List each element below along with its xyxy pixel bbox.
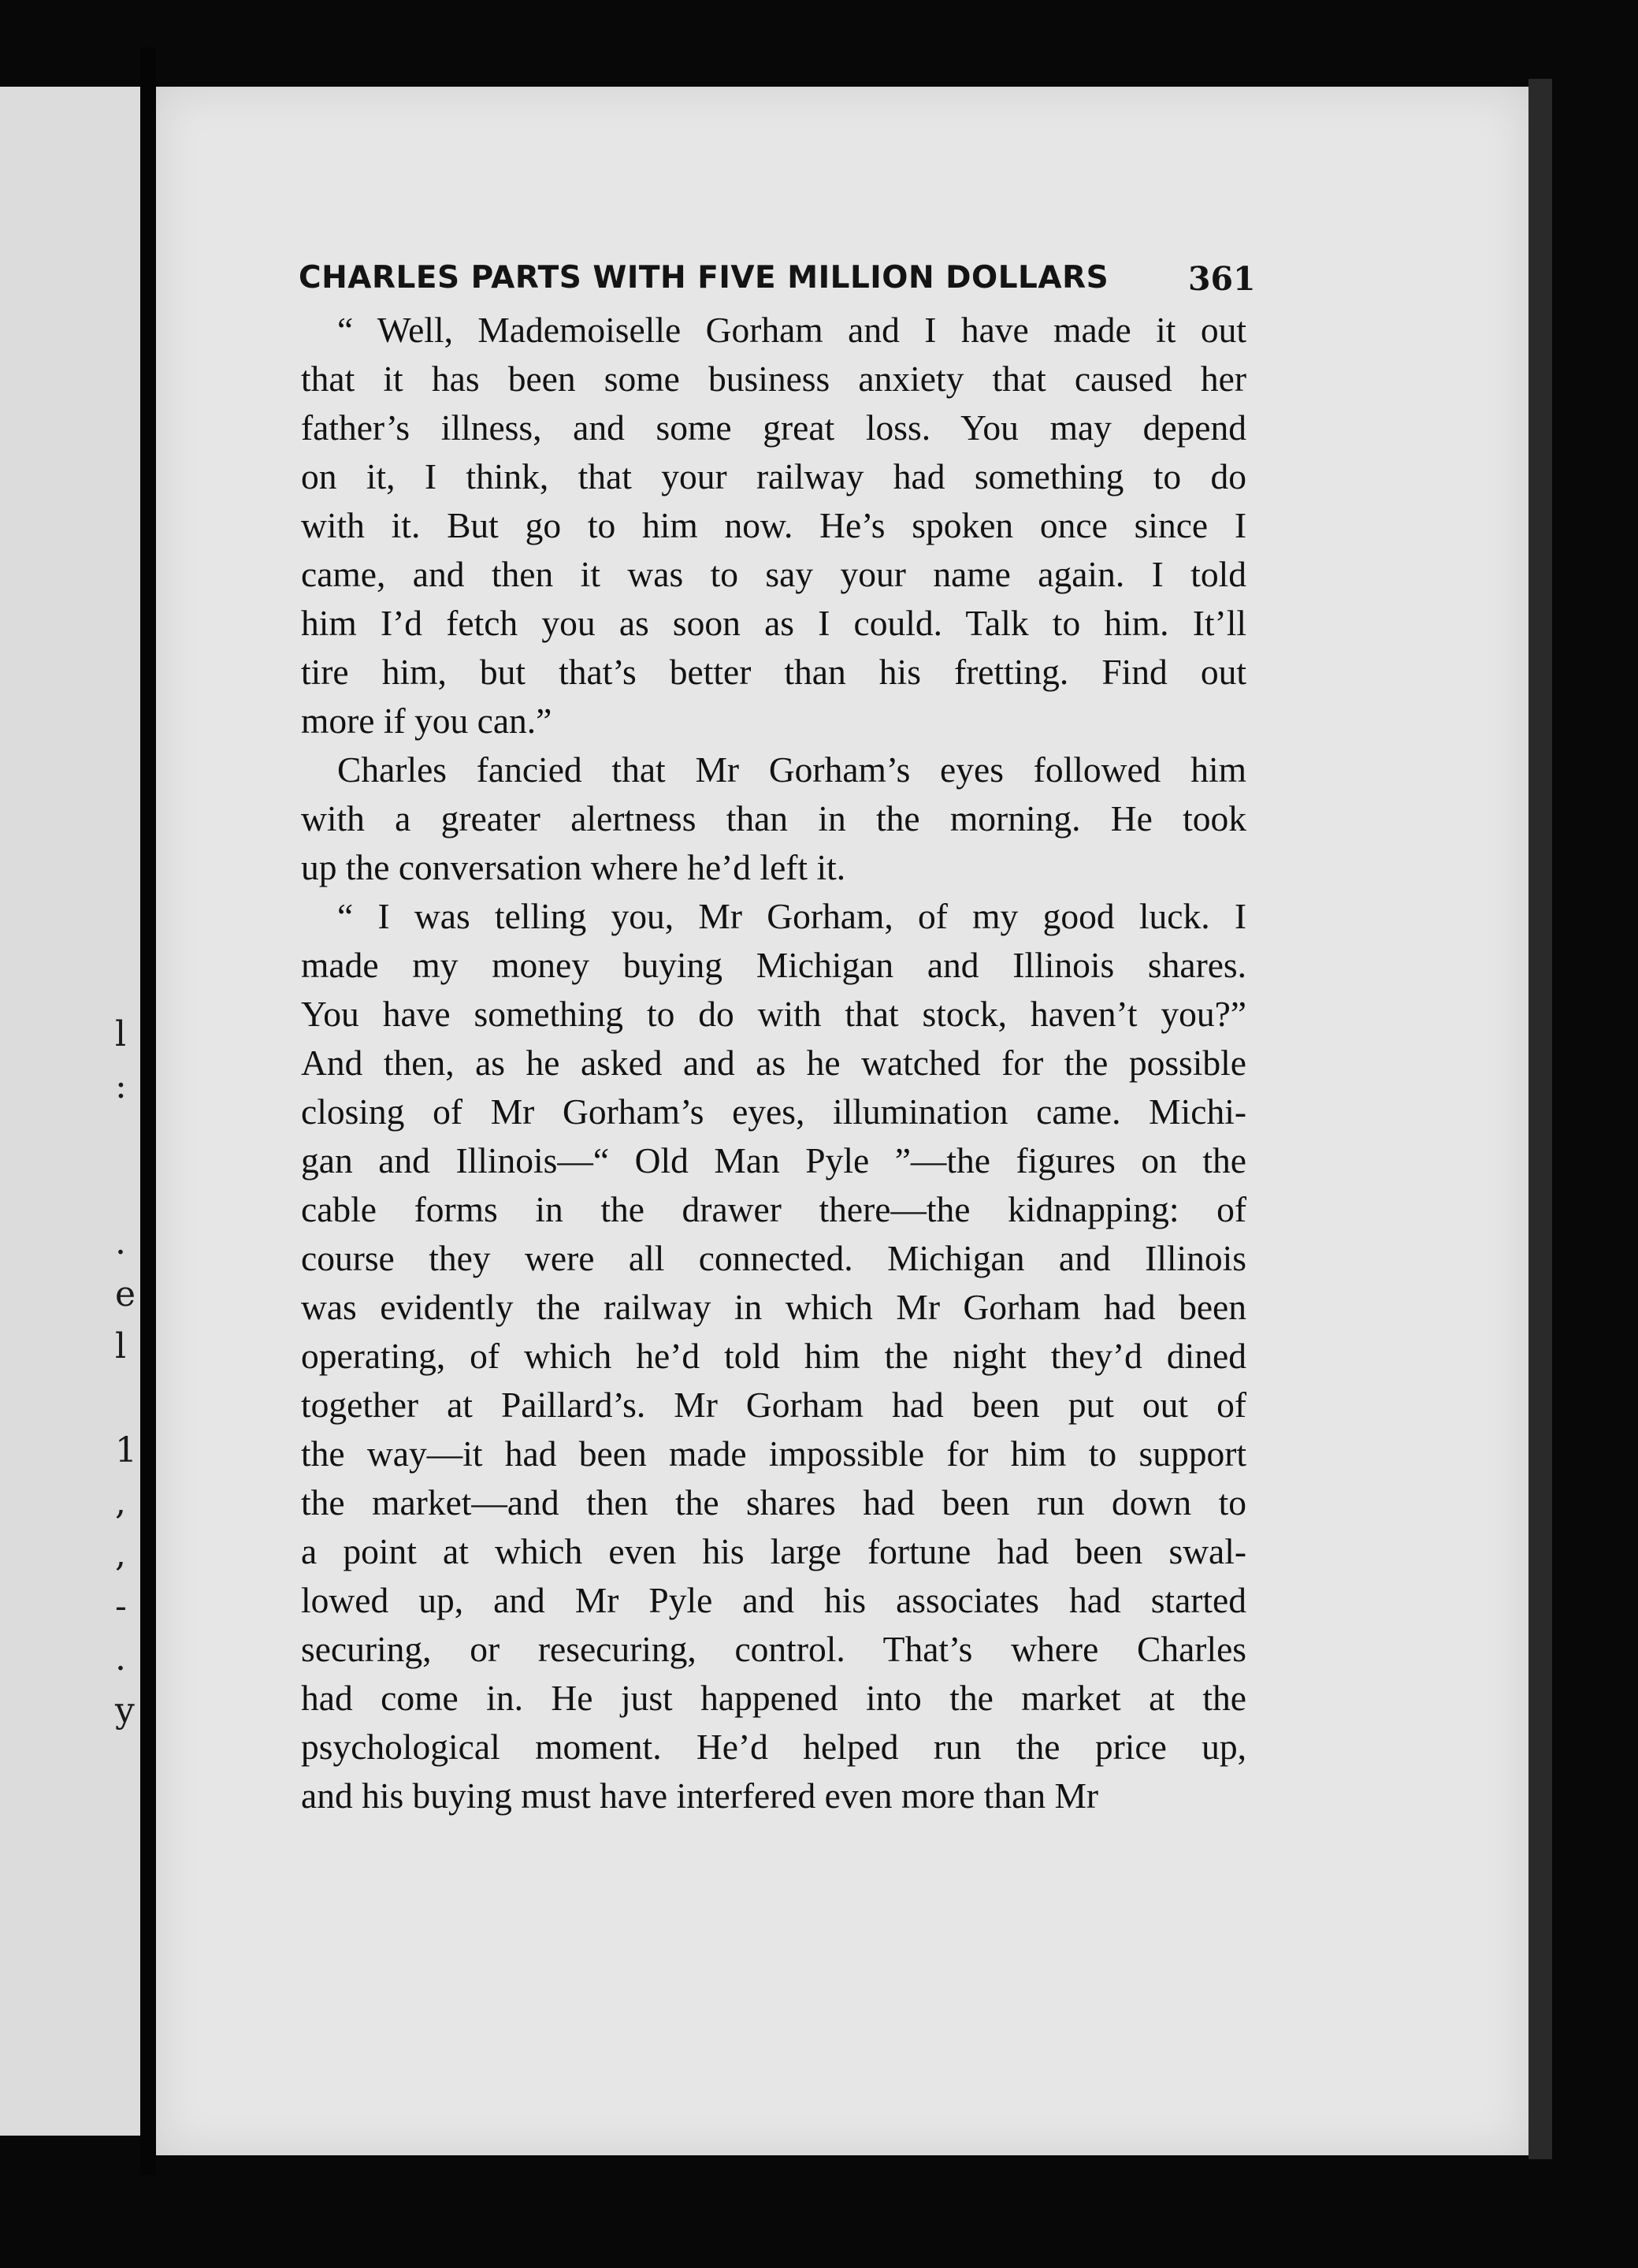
left-page-mark: , <box>115 1534 126 1575</box>
text-line: with it. But go to him now. He’s spoken once since I <box>301 505 1246 545</box>
text-line: “ I was telling you, Mr Gorham, of my good luck. I <box>337 896 1246 936</box>
text-line: that it has been some business anxiety that caused her <box>301 359 1246 399</box>
text-line: and his buying must have interfered even more than Mr <box>301 1775 1099 1816</box>
text-line: course they were all connected. Michigan and Illinois <box>301 1238 1246 1278</box>
text-line: together at Paillard’s. Mr Gorham had been put out of <box>301 1385 1246 1425</box>
page-number: 361 <box>1188 260 1256 298</box>
text-line: was evidently the railway in which Mr Gorham had been <box>301 1287 1246 1327</box>
text-line: came, and then it was to say your name again. I told <box>301 554 1246 594</box>
left-page-mark: , <box>115 1482 126 1523</box>
text-line: And then, as he asked and as he watched for the possible <box>301 1043 1246 1083</box>
text-line: up the conversation where he’d left it. <box>301 847 846 887</box>
text-line: a point at which even his large fortune had been swal- <box>301 1531 1246 1571</box>
text-line: cable forms in the drawer there—the kidnapping: of <box>301 1189 1246 1229</box>
left-page-edge <box>0 87 140 2136</box>
left-page-mark: e <box>115 1274 136 1314</box>
left-page-mark <box>115 1165 139 1217</box>
text-line: “ Well, Mademoiselle Gorham and I have made it out <box>337 310 1246 350</box>
text-line: You have something to do with that stock, haven’t you?” <box>301 994 1246 1034</box>
text-line: tire him, but that’s better than his fretting. Find out <box>301 652 1246 692</box>
left-page-mark: 1 <box>115 1430 137 1470</box>
text-line: securing, or resecuring, control. That’s where Charles <box>301 1629 1246 1669</box>
book-gutter <box>140 47 156 2175</box>
text-line: with a greater alertness than in the morning. He took <box>301 798 1246 838</box>
text-line: Charles fancied that Mr Gorham’s eyes followed him <box>337 749 1246 790</box>
left-page-mark: . <box>115 1638 126 1679</box>
text-line: gan and Illinois—“ Old Man Pyle ”—the figures on the <box>301 1140 1246 1180</box>
text-line: had come in. He just happened into the market at the <box>301 1678 1246 1718</box>
text-line: father’s illness, and some great loss. You may depend <box>301 407 1246 448</box>
left-page-mark: l <box>115 1326 127 1366</box>
text-line: closing of Mr Gorham’s eyes, illumination came. Michi- <box>301 1091 1246 1132</box>
left-page-mark <box>115 1373 139 1425</box>
text-line: more if you can.” <box>301 701 552 741</box>
left-page-mark: - <box>115 1586 127 1627</box>
text-line: the market—and then the shares had been run down to <box>301 1482 1246 1523</box>
left-page-mark <box>115 1113 139 1165</box>
text-line: operating, of which he’d told him the night they’d dined <box>301 1336 1246 1376</box>
text-line: him I’d fetch you as soon as I could. Talk to him. It’ll <box>301 603 1246 643</box>
text-line: lowed up, and Mr Pyle and his associates had started <box>301 1580 1246 1620</box>
left-page-mark: : <box>115 1066 127 1106</box>
text-line: on it, I think, that your railway had something to do <box>301 456 1246 496</box>
text-line: made my money buying Michigan and Illinois shares. <box>301 945 1246 985</box>
left-page-mark: y <box>115 1690 135 1731</box>
text-line: psychological moment. He’d helped run the price up, <box>301 1727 1246 1767</box>
left-page-mark: . <box>115 1222 126 1262</box>
text-line: the way—it had been made impossible for him to support <box>301 1433 1246 1474</box>
left-page-mark: l <box>115 1014 127 1054</box>
running-head: CHARLES PARTS WITH FIVE MILLION DOLLARS <box>299 260 1109 296</box>
page-edge-shadow <box>1528 79 1552 2159</box>
body-text <box>301 306 1246 1820</box>
left-page-fragment-text <box>115 1009 139 1737</box>
